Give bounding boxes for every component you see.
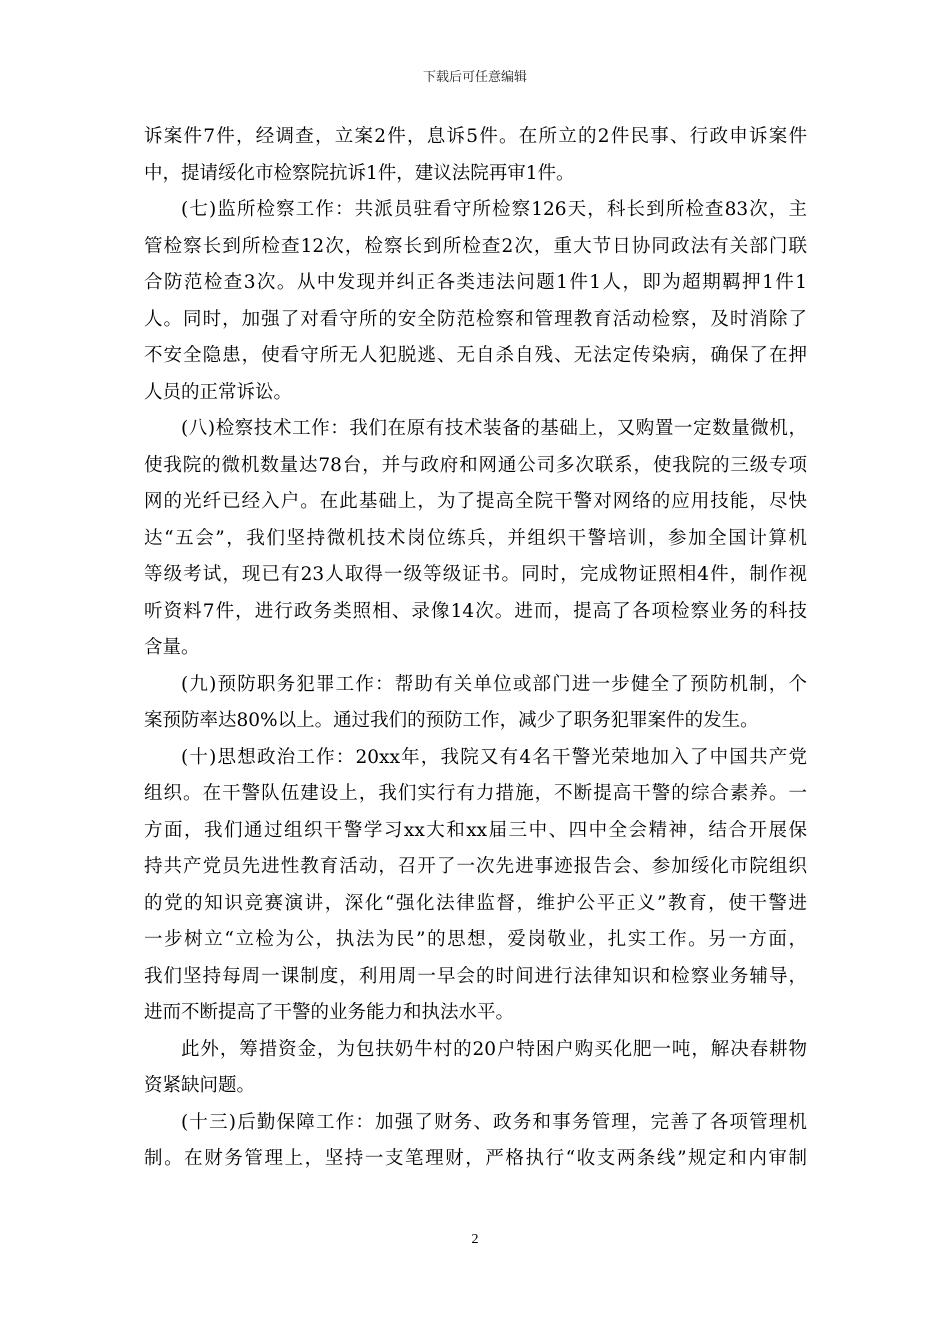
paragraph [144, 667, 807, 740]
text-line: (十三)后勤保障工作：加强了财务、政务和事务管理，完善了各项管理机 [181, 1111, 807, 1133]
text-line: 合防范检查3次。从中发现并纠正各类违法问题1件1人，即为超期羁押1件1 [144, 272, 807, 293]
text-line: 资紧缺问题。 [144, 1075, 256, 1096]
page-header: 下载后可任意编辑 [422, 70, 527, 85]
text-line: 案预防率达80%以上。通过我们的预防工作，减少了职务犯罪案件的发生。 [144, 710, 759, 731]
text-line: 进而不断提高了干警的业务能力和执法水平。 [144, 1002, 515, 1023]
paragraph [144, 740, 807, 1032]
text-line: 的党的知识竞赛演讲，深化“强化法律监督，维护公平正义”教育，使干警进 [144, 892, 807, 914]
paragraph [144, 1032, 807, 1105]
text-line: (八)检察技术工作：我们在原有技术装备的基础上，又购置一定数量微机， [181, 418, 807, 439]
text-line: 含量。 [144, 637, 200, 658]
page-number: 2 [471, 1232, 479, 1247]
paragraph [144, 1105, 807, 1178]
text-line: 我们坚持每周一课制度，利用周一早会的时间进行法律知识和检察业务辅导， [144, 965, 807, 987]
text-line: 诉案件7件，经调查，立案2件，息诉5件。在所立的2件民事、行政申诉案件 [144, 126, 807, 147]
paragraph [144, 411, 807, 667]
text-line: 人。同时，加强了对看守所的安全防范检察和管理教育活动检察，及时消除了 [144, 308, 807, 330]
text-line: 方面，我们通过组织干警学习xx大和xx届三中、四中全会精神，结合开展保 [144, 819, 807, 841]
text-line: (七)监所检察工作：共派员驻看守所检察126天，科长到所检查83次，主 [181, 199, 807, 220]
text-line: 组织。在干警队伍建设上，我们实行有力措施，不断提高干警的综合素养。一 [144, 783, 807, 804]
text-line: 网的光纤已经入户。在此基础上，为了提高全院干警对网络的应用技能，尽快 [144, 491, 807, 512]
text-line: 一步树立“立检为公，执法为民”的思想，爱岗敬业，扎实工作。另一方面， [144, 929, 807, 950]
text-line: 等级考试，现已有23人取得一级等级证书。同时，完成物证照相4件，制作视 [144, 564, 807, 585]
text-line: 持共产党员先进性教育活动，召开了一次先进事迹报告会、参加绥化市院组织 [144, 856, 807, 877]
text-line: 使我院的微机数量达78台，并与政府和网通公司多次联系，使我院的三级专项 [144, 454, 807, 476]
text-line: 人员的正常诉讼。 [144, 381, 293, 403]
document-body [144, 119, 807, 1178]
text-line: 管检察长到所检查12次，检察长到所检查2次，重大节日协同政法有关部门联 [144, 235, 807, 257]
text-line: 制。在财务管理上，坚持一支笔理财，严格执行“收支两条线”规定和内审制 [144, 1148, 807, 1169]
text-line: 达“五会”，我们坚持微机技术岗位练兵，并组织干警培训，参加全国计算机 [144, 527, 807, 549]
paragraph [144, 119, 807, 192]
text-line: 中，提请绥化市检察院抗诉1件，建议法院再审1件。 [144, 162, 575, 184]
text-line: (十)思想政治工作：20xx年，我院又有4名干警光荣地加入了中国共产党 [181, 746, 807, 768]
text-line: (九)预防职务犯罪工作：帮助有关单位或部门进一步健全了预防机制，个 [181, 673, 807, 695]
text-line: 此外，筹措资金，为包扶奶牛村的20户特困户购买化肥一吨，解决春耕物 [181, 1038, 807, 1060]
text-line: 听资料7件，进行政务类照相、录像14次。进而，提高了各项检察业务的科技 [144, 600, 807, 622]
text-line: 不安全隐患，使看守所无人犯脱逃、无自杀自残、无法定传染病，确保了在押 [144, 345, 807, 366]
paragraph [144, 192, 807, 411]
